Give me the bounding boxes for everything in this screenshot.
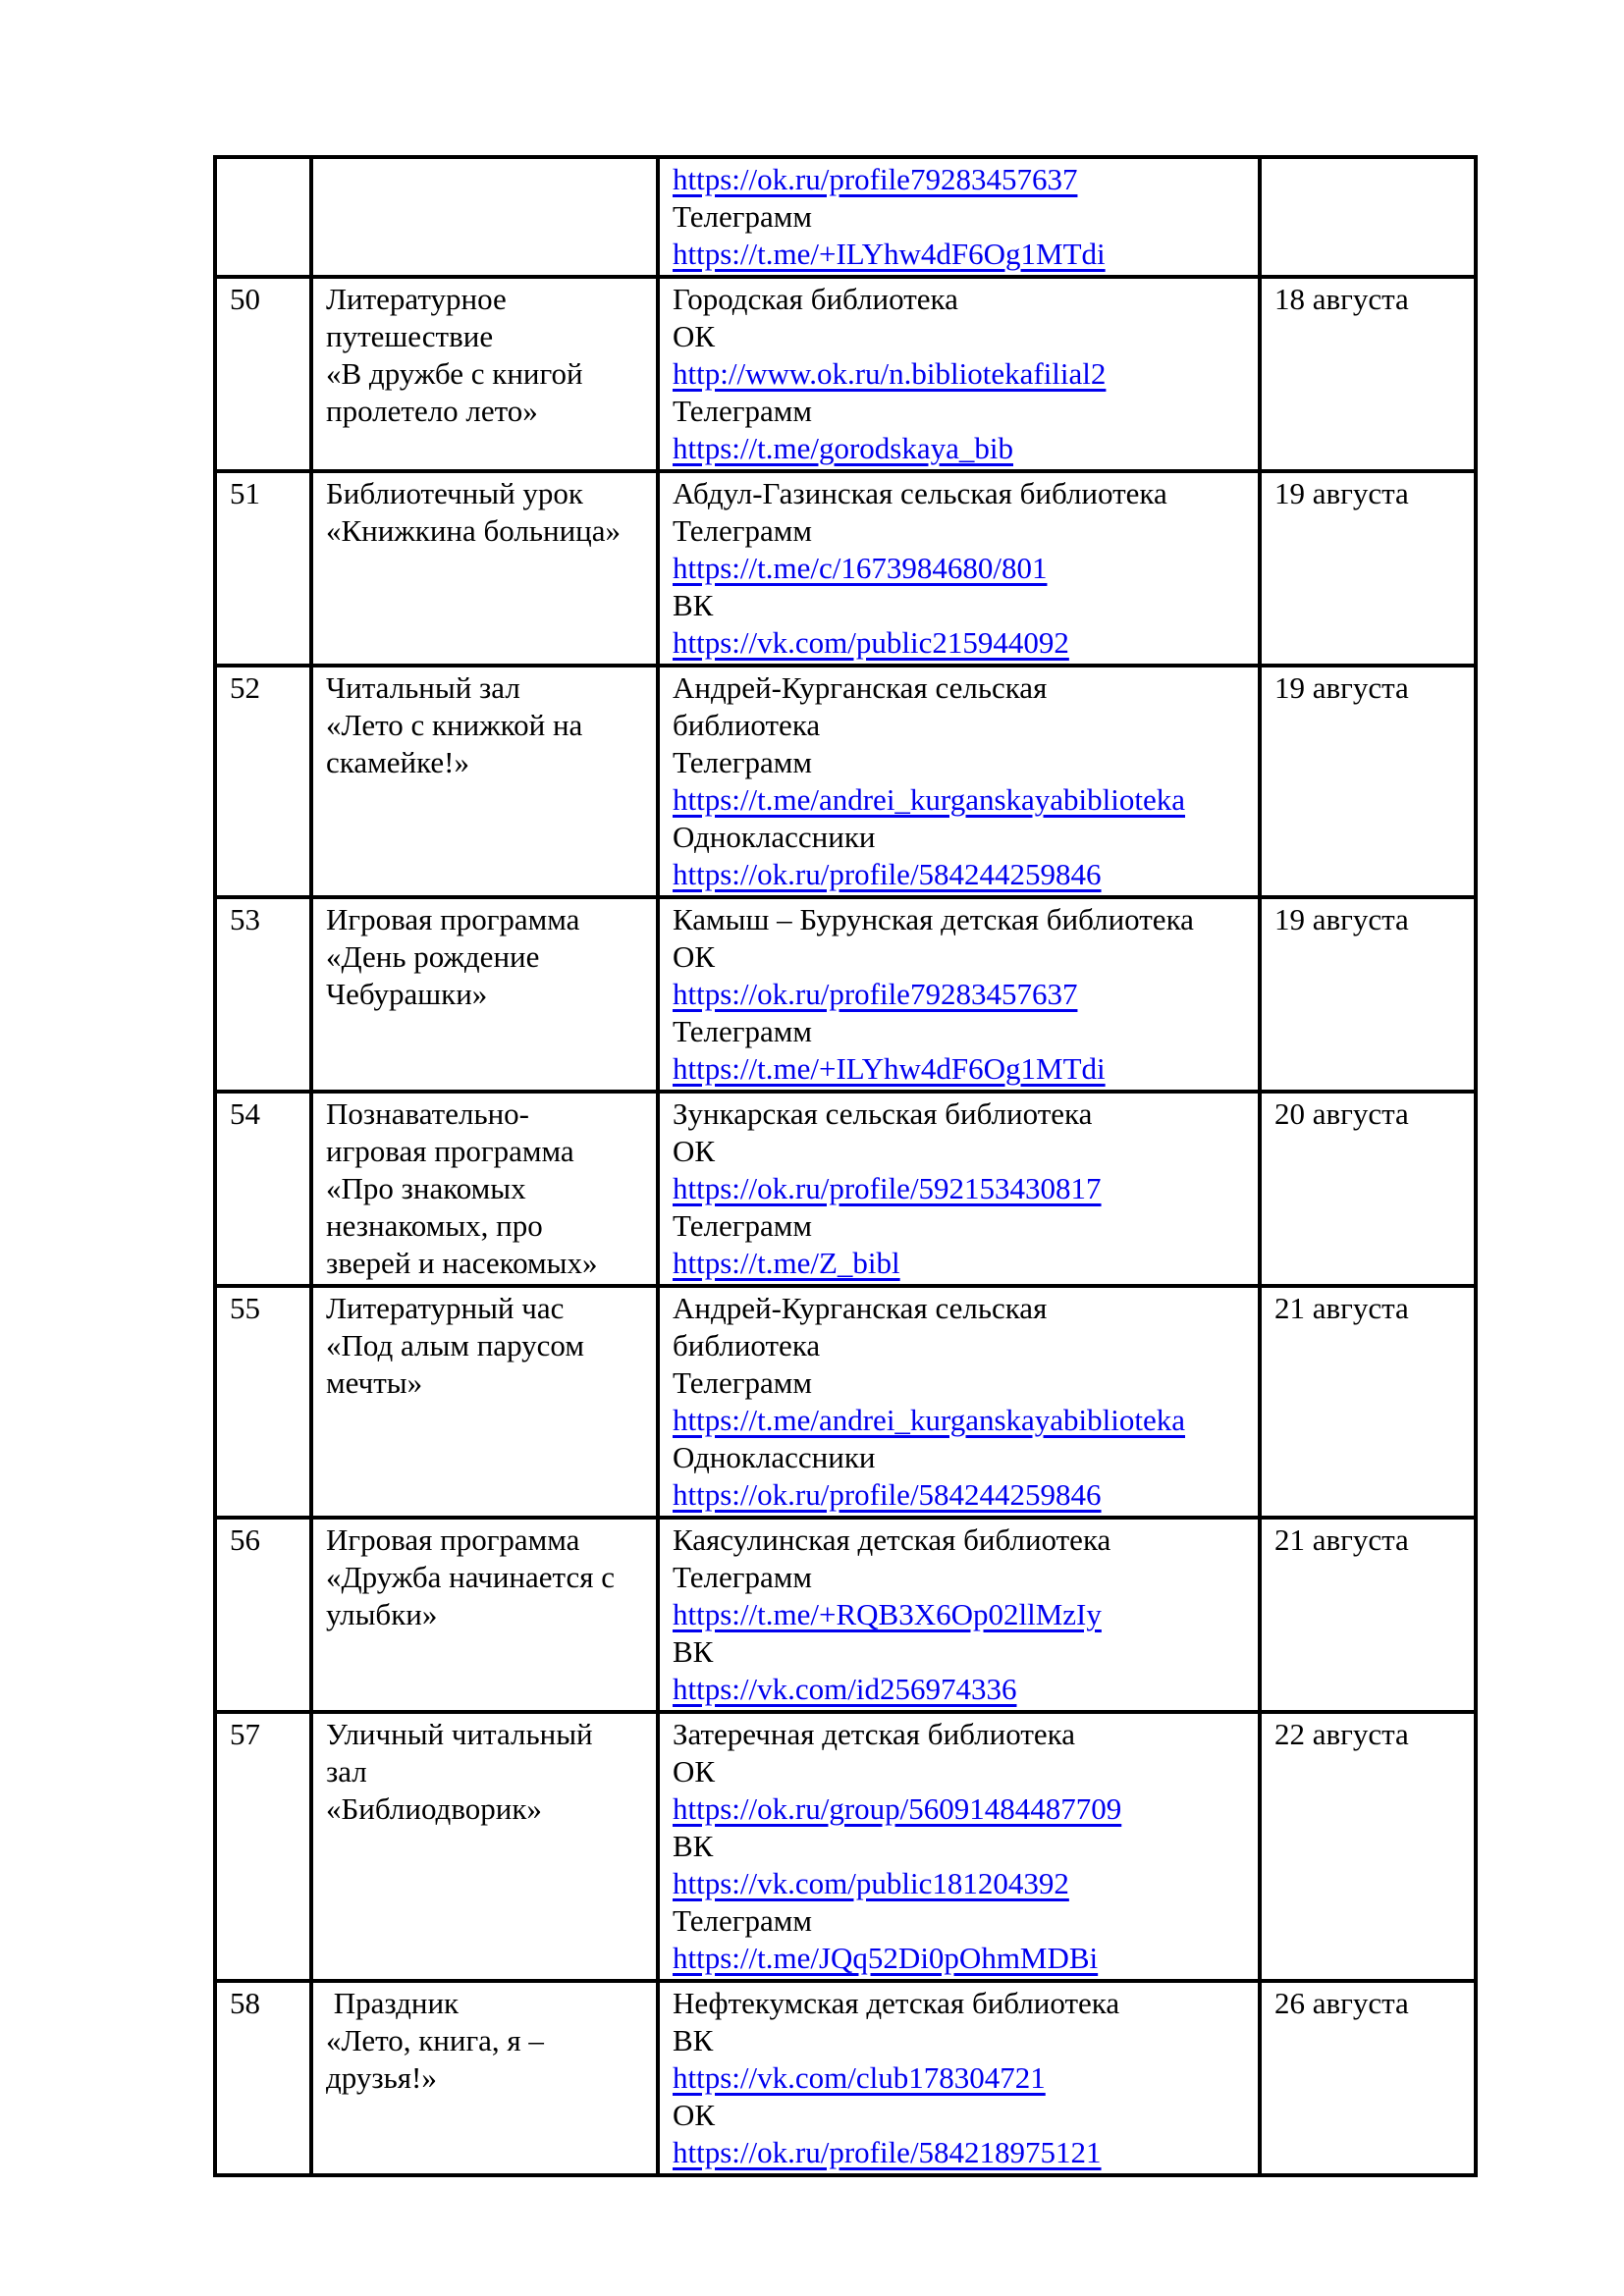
library-links-cell: [658, 897, 1260, 1092]
library-hyperlink[interactable]: https://ok.ru/profile/584218975121: [673, 2135, 1102, 2169]
table-row: [215, 897, 1476, 1092]
event-name-line: «День рождение: [326, 939, 540, 974]
event-name-cell: [311, 277, 658, 471]
event-name-cell: [311, 157, 658, 277]
library-text-line: Городская библиотека: [673, 282, 958, 316]
row-number: 52: [230, 670, 260, 705]
library-hyperlink[interactable]: https://ok.ru/profile/584244259846: [673, 857, 1102, 891]
library-text-line: ОК: [673, 2098, 716, 2132]
library-hyperlink[interactable]: https://t.me/gorodskaya_bib: [673, 431, 1013, 465]
date-cell: [1260, 1518, 1476, 1712]
event-date: 18 августа: [1274, 282, 1409, 316]
library-hyperlink[interactable]: https://ok.ru/profile/592153430817: [673, 1171, 1102, 1205]
event-name-line: путешествие: [326, 319, 494, 353]
library-hyperlink[interactable]: https://t.me/JQq52Di0pOhmMDBi: [673, 1941, 1099, 1975]
library-hyperlink[interactable]: https://ok.ru/profile79283457637: [673, 977, 1078, 1011]
event-name-line: «Книжкина больница»: [326, 513, 622, 548]
library-links-cell: [658, 666, 1260, 897]
event-name-line: Литературное: [326, 282, 507, 316]
row-number-cell: [215, 157, 311, 277]
event-name-line: друзья!»: [326, 2060, 437, 2095]
date-cell: [1260, 666, 1476, 897]
library-text-line: ВК: [673, 1829, 714, 1863]
library-text-line: ВК: [673, 2023, 714, 2057]
library-hyperlink[interactable]: https://t.me/Z_bibl: [673, 1246, 900, 1280]
library-text-line: Одноклассники: [673, 1440, 876, 1474]
library-hyperlink[interactable]: https://vk.com/id256974336: [673, 1672, 1017, 1706]
library-text-line: Одноклассники: [673, 820, 876, 854]
library-text-line: ОК: [673, 1134, 716, 1168]
event-date: 21 августа: [1274, 1291, 1409, 1325]
library-links-cell: [658, 277, 1260, 471]
date-cell: [1260, 157, 1476, 277]
library-text-line: Телеграмм: [673, 1014, 812, 1048]
row-number: 51: [230, 476, 260, 510]
library-text-line: Телеграмм: [673, 1560, 812, 1594]
row-number-cell: [215, 471, 311, 666]
event-name-line: Праздник: [326, 1986, 460, 2020]
library-text-line: ВК: [673, 588, 714, 622]
library-links-cell: [658, 471, 1260, 666]
event-date: 22 августа: [1274, 1717, 1409, 1751]
event-name-line: Уличный читальный: [326, 1717, 593, 1751]
library-text-line: ВК: [673, 1634, 714, 1669]
library-text-line: Андрей-Курганская сельская: [673, 670, 1048, 705]
library-links-cell: [658, 157, 1260, 277]
row-number-cell: [215, 897, 311, 1092]
library-text-line: библиотека: [673, 708, 821, 742]
row-number-cell: [215, 277, 311, 471]
event-date: 19 августа: [1274, 670, 1409, 705]
table-row: [215, 471, 1476, 666]
event-name-cell: [311, 1981, 658, 2175]
event-name-line: Чебурашки»: [326, 977, 488, 1011]
event-name-line: игровая программа: [326, 1134, 574, 1168]
row-number-cell: [215, 1981, 311, 2175]
library-text-line: Телеграмм: [673, 513, 812, 548]
library-hyperlink[interactable]: https://t.me/andrei_kurganskayabiblioteka: [673, 782, 1186, 817]
library-hyperlink[interactable]: https://ok.ru/profile79283457637: [673, 162, 1078, 196]
event-name-cell: [311, 1518, 658, 1712]
event-name-line: «Дружба начинается с: [326, 1560, 615, 1594]
event-name-cell: [311, 1712, 658, 1981]
event-name-line: Библиотечный урок: [326, 476, 583, 510]
table-row: [215, 277, 1476, 471]
event-name-cell: [311, 1286, 658, 1518]
event-name-line: Читальный зал: [326, 670, 520, 705]
table-row: [215, 1981, 1476, 2175]
events-table-body: [215, 157, 1476, 2175]
event-name-line: пролетело лето»: [326, 394, 538, 428]
date-cell: [1260, 1092, 1476, 1286]
event-name-line: Литературный час: [326, 1291, 565, 1325]
library-hyperlink[interactable]: https://t.me/+ILYhw4dF6Og1MTdi: [673, 237, 1106, 271]
library-hyperlink[interactable]: https://vk.com/public215944092: [673, 625, 1069, 660]
library-text-line: Телеграмм: [673, 745, 812, 779]
event-name-line: «Под алым парусом: [326, 1328, 584, 1362]
library-text-line: Каясулинская детская библиотека: [673, 1522, 1111, 1557]
event-name-line: Познавательно-: [326, 1096, 529, 1131]
library-hyperlink[interactable]: https://ok.ru/profile/584244259846: [673, 1477, 1102, 1512]
library-text-line: Нефтекумская детская библиотека: [673, 1986, 1120, 2020]
event-name-line: «Про знакомых: [326, 1171, 526, 1205]
library-text-line: Абдул-Газинская сельская библиотека: [673, 476, 1167, 510]
library-hyperlink[interactable]: https://vk.com/club178304721: [673, 2060, 1046, 2095]
event-name-cell: [311, 897, 658, 1092]
library-hyperlink[interactable]: https://t.me/+ILYhw4dF6Og1MTdi: [673, 1051, 1106, 1086]
library-links-cell: [658, 1981, 1260, 2175]
library-hyperlink[interactable]: https://vk.com/public181204392: [673, 1866, 1069, 1900]
event-date: 19 августа: [1274, 476, 1409, 510]
library-links-cell: [658, 1712, 1260, 1981]
event-date: 26 августа: [1274, 1986, 1409, 2020]
library-hyperlink[interactable]: https://ok.ru/group/56091484487709: [673, 1791, 1122, 1826]
row-number-cell: [215, 666, 311, 897]
event-name-line: «Библиодворик»: [326, 1791, 542, 1826]
event-name-line: «Лето, книга, я –: [326, 2023, 544, 2057]
library-hyperlink[interactable]: https://t.me/c/1673984680/801: [673, 551, 1048, 585]
date-cell: [1260, 1712, 1476, 1981]
event-name-line: скамейке!»: [326, 745, 469, 779]
row-number: 50: [230, 282, 260, 316]
row-number-cell: [215, 1518, 311, 1712]
table-row: [215, 1286, 1476, 1518]
date-cell: [1260, 471, 1476, 666]
library-hyperlink[interactable]: https://t.me/+RQB3X6Op02llMzIy: [673, 1597, 1102, 1631]
table-row: [215, 1518, 1476, 1712]
table-row: [215, 157, 1476, 277]
library-text-line: Телеграмм: [673, 1208, 812, 1243]
library-text-line: ОК: [673, 1754, 716, 1789]
library-text-line: Затеречная детская библиотека: [673, 1717, 1075, 1751]
event-date: 19 августа: [1274, 902, 1409, 936]
row-number: 58: [230, 1986, 260, 2020]
event-date: 20 августа: [1274, 1096, 1409, 1131]
library-text-line: Телеграмм: [673, 1903, 812, 1938]
date-cell: [1260, 897, 1476, 1092]
table-row: [215, 1092, 1476, 1286]
date-cell: [1260, 1981, 1476, 2175]
library-text-line: ОК: [673, 319, 716, 353]
event-name-cell: [311, 666, 658, 897]
events-table: [213, 155, 1478, 2177]
library-text-line: Зункарская сельская библиотека: [673, 1096, 1093, 1131]
event-name-cell: [311, 471, 658, 666]
library-links-cell: [658, 1286, 1260, 1518]
row-number: 57: [230, 1717, 260, 1751]
library-text-line: ОК: [673, 939, 716, 974]
library-text-line: библиотека: [673, 1328, 821, 1362]
event-name-cell: [311, 1092, 658, 1286]
event-name-line: «Лето с книжкой на: [326, 708, 583, 742]
row-number-cell: [215, 1712, 311, 1981]
date-cell: [1260, 1286, 1476, 1518]
library-text-line: Андрей-Курганская сельская: [673, 1291, 1048, 1325]
event-name-line: Игровая программа: [326, 1522, 580, 1557]
library-hyperlink[interactable]: http://www.ok.ru/n.bibliotekafilial2: [673, 356, 1107, 391]
library-links-cell: [658, 1518, 1260, 1712]
row-number-cell: [215, 1286, 311, 1518]
library-text-line: Камыш – Бурунская детская библиотека: [673, 902, 1194, 936]
event-name-line: незнакомых, про: [326, 1208, 543, 1243]
table-row: [215, 666, 1476, 897]
library-text-line: Телеграмм: [673, 199, 812, 234]
event-name-line: «В дружбе с книгой: [326, 356, 583, 391]
event-name-line: Игровая программа: [326, 902, 580, 936]
library-text-line: Телеграмм: [673, 394, 812, 428]
event-name-line: зверей и насекомых»: [326, 1246, 598, 1280]
library-hyperlink[interactable]: https://t.me/andrei_kurganskayabiblioteka: [673, 1403, 1186, 1437]
table-row: [215, 1712, 1476, 1981]
row-number: 53: [230, 902, 260, 936]
row-number: 56: [230, 1522, 260, 1557]
event-date: 21 августа: [1274, 1522, 1409, 1557]
library-links-cell: [658, 1092, 1260, 1286]
library-text-line: Телеграмм: [673, 1365, 812, 1400]
row-number-cell: [215, 1092, 311, 1286]
event-name-line: мечты»: [326, 1365, 423, 1400]
event-name-line: улыбки»: [326, 1597, 438, 1631]
row-number: 54: [230, 1096, 260, 1131]
row-number: 55: [230, 1291, 260, 1325]
event-name-line: зал: [326, 1754, 367, 1789]
date-cell: [1260, 277, 1476, 471]
